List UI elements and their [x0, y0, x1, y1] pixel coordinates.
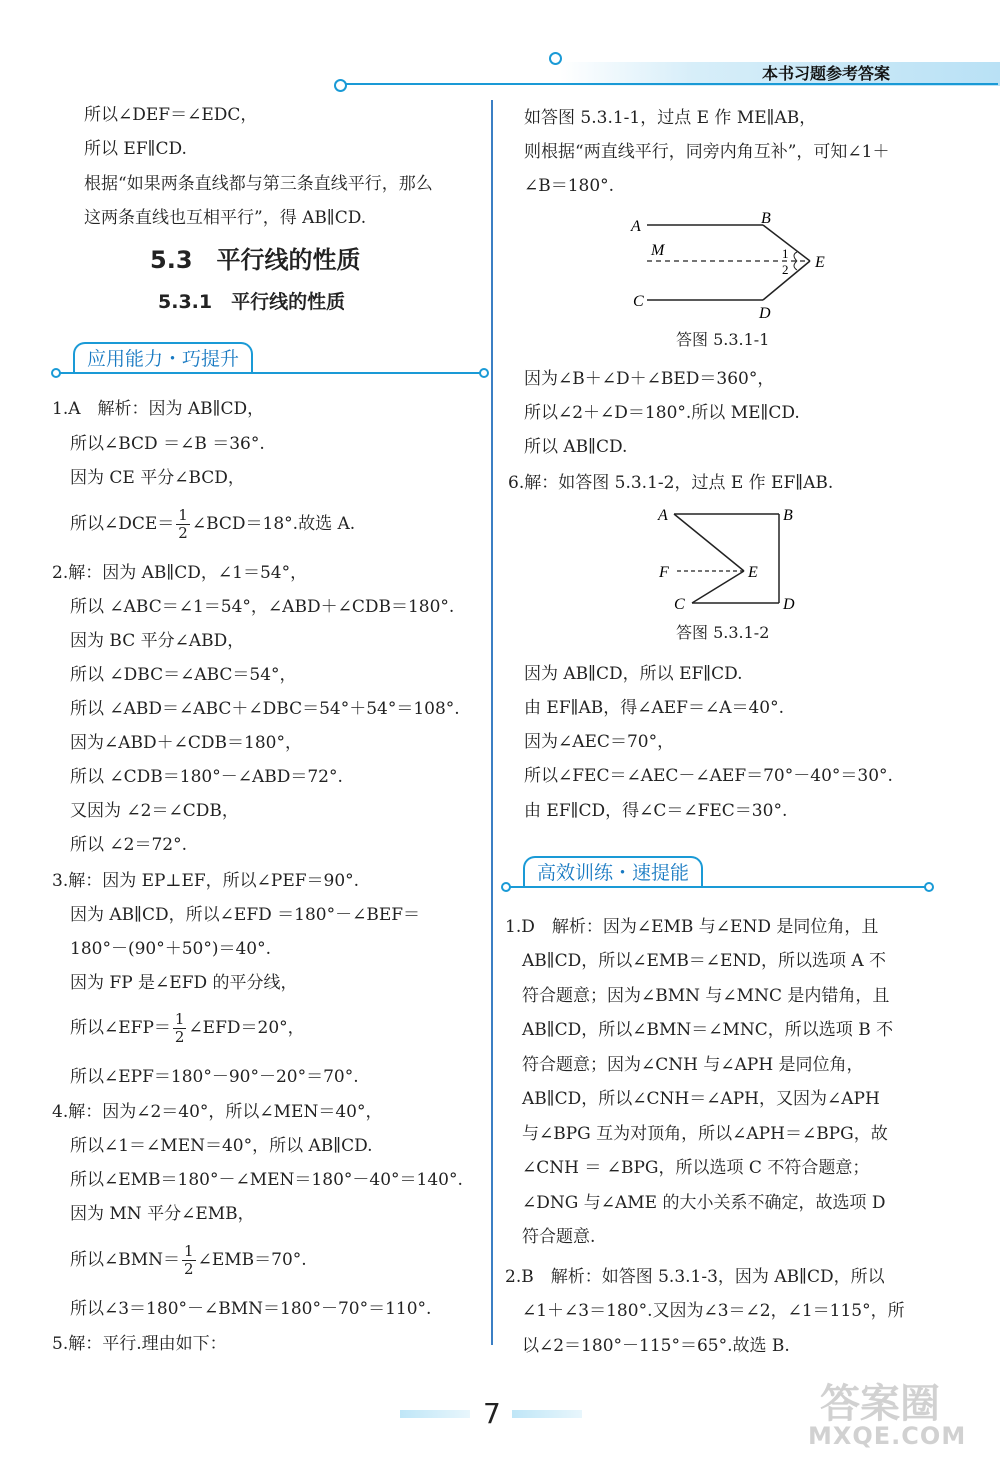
label-A: A: [631, 218, 641, 235]
figure-caption: 答图 5.3.1-2: [676, 623, 770, 642]
denominator: 2: [174, 1028, 185, 1046]
banner-dot: [501, 882, 511, 892]
label-1: 1: [782, 246, 789, 261]
text: 所以∠EFP＝: [70, 1018, 171, 1038]
q6-line: 6.解：如答图 5.3.1-2，过点 E 作 EF∥AB.: [508, 473, 834, 493]
p1-line: 1.D 解析：因为∠EMB 与∠END 是同位角，且: [505, 917, 879, 937]
text: 所以∠DCE＝: [70, 514, 175, 534]
q3-fraction-line: [70, 1008, 305, 1048]
q5-line: 则根据“两直线平行，同旁内角互补”，可知∠1＋: [524, 142, 890, 162]
footer-decoration: [512, 1410, 582, 1418]
q6-line: 所以∠FEC＝∠AEC－∠AEF＝70°－40°＝30°.: [524, 766, 893, 786]
q2-line: 又因为 ∠2＝∠CDB，: [70, 801, 239, 821]
banner-label: 高效训练・速提能: [523, 856, 703, 888]
q5-line: 5.解：平行.理由如下：: [52, 1334, 227, 1354]
q3-line: 180°－(90°＋50°)＝40°.: [70, 939, 272, 959]
header-dot: [334, 79, 347, 92]
page-number: 7: [483, 1397, 501, 1430]
p2-line: 2.B 解析：如答图 5.3.1-3，因为 AB∥CD，所以: [505, 1267, 885, 1287]
left-line: 所以∠DEF＝∠EDC，: [84, 105, 258, 125]
p1-line: AB∥CD，所以∠CNH＝∠APH，又因为∠APH: [522, 1089, 880, 1109]
p2-line: ∠1＋∠3＝180°.又因为∠3＝∠2，∠1＝115°，所: [522, 1301, 905, 1321]
q3-line: 因为 AB∥CD，所以∠EFD ＝180°－∠BEF＝: [70, 905, 421, 925]
label-B: B: [783, 507, 793, 524]
numerator: 1: [178, 506, 188, 524]
q2-line: 所以 ∠2＝72°.: [70, 835, 187, 855]
q5-line: 所以 AB∥CD.: [524, 437, 628, 457]
q6-line: 由 EF∥AB，得∠AEF＝∠A＝40°.: [524, 698, 785, 718]
q1-line: 因为 CE 平分∠BCD，: [70, 468, 245, 488]
q4-line: 所以∠EMB＝180°－∠MEN＝180°－40°＝140°.: [70, 1170, 463, 1190]
q6-line: 由 EF∥CD，得∠C＝∠FEC＝30°.: [524, 801, 788, 821]
banner-dot: [51, 368, 61, 378]
p2-line: 以∠2＝180°－115°＝65°.故选 B.: [522, 1336, 790, 1356]
denominator: 2: [178, 524, 188, 542]
numerator: 1: [174, 1010, 185, 1028]
footer-decoration: [400, 1410, 470, 1418]
figure-5-3-1-1: [625, 205, 840, 320]
label-B: B: [761, 210, 771, 227]
q4-line: 4.解：因为∠2＝40°，所以∠MEN＝40°，: [52, 1102, 383, 1122]
text: ∠BCD＝18°.故选 A.: [191, 514, 356, 534]
banner-dot: [924, 882, 934, 892]
q2-line: 因为∠ABD＋∠CDB＝180°，: [70, 733, 302, 753]
banner-rule: [505, 886, 930, 888]
section-title: 5.3 平行线的性质: [150, 246, 361, 274]
banner-label: 应用能力・巧提升: [73, 342, 253, 374]
q3-line: 3.解：因为 EP⊥EF，所以∠PEF＝90°.: [52, 871, 360, 891]
text: ∠EMB＝70°.: [197, 1250, 307, 1270]
label-2: 2: [782, 262, 789, 277]
label-E: E: [748, 564, 758, 581]
fraction: [176, 507, 190, 542]
q2-line: 所以 ∠CDB＝180°－∠ABD＝72°.: [70, 767, 343, 787]
label-E: E: [815, 254, 825, 271]
p1-line: 符合题意；因为∠CNH 与∠APH 是同位角，: [522, 1055, 864, 1075]
q5-line: ∠B＝180°.: [524, 176, 615, 196]
q1-line: 1.A 解析：因为 AB∥CD，: [52, 399, 265, 419]
text: ∠EFD＝20°，: [188, 1018, 305, 1038]
banner-apply: [55, 342, 485, 378]
q2-line: 所以 ∠DBC＝∠ABC＝54°，: [70, 665, 297, 685]
header-dot: [549, 52, 562, 65]
q2-line: 因为 BC 平分∠ABD，: [70, 631, 245, 651]
left-line: 这两条直线也互相平行”，得 AB∥CD.: [84, 208, 367, 228]
q3-line: 所以∠EPF＝180°－90°－20°＝70°.: [70, 1067, 359, 1087]
label-D: D: [759, 305, 771, 320]
q2-line: 所以 ∠ABD＝∠ABC＋∠DBC＝54°＋54°＝108°.: [70, 699, 460, 719]
p1-line: 与∠BPG 互为对顶角，所以∠APH＝∠BPG，故: [522, 1124, 888, 1144]
p1-line: 符合题意.: [522, 1227, 596, 1247]
label-C: C: [674, 596, 685, 613]
p1-line: AB∥CD，所以∠BMN＝∠MNC，所以选项 B 不: [522, 1020, 894, 1040]
figure-5-3-1-2: [652, 500, 812, 615]
watermark-logo: 答案圈: [820, 1381, 940, 1427]
p1-line: ∠DNG 与∠AME 的大小关系不确定，故选项 D: [522, 1193, 886, 1213]
q1-fraction-line: [70, 504, 355, 544]
q4-fraction-line: [70, 1240, 307, 1280]
q2-line: 2.解：因为 AB∥CD，∠1＝54°，: [52, 563, 308, 583]
p1-line: ∠CNH ＝ ∠BPG，所以选项 C 不符合题意；: [522, 1158, 870, 1178]
q6-line: 因为∠AEC＝70°，: [524, 732, 675, 752]
fraction: [182, 1243, 196, 1278]
column-divider: [491, 100, 493, 1345]
q5-line: 所以∠2＋∠D＝180°.所以 ME∥CD.: [524, 403, 800, 423]
p1-line: 符合题意；因为∠BMN 与∠MNC 是内错角，且: [522, 986, 890, 1006]
banner-training: [505, 856, 930, 892]
q3-line: 因为 FP 是∠EFD 的平分线，: [70, 973, 298, 993]
label-D: D: [783, 596, 795, 613]
banner-dot: [479, 368, 489, 378]
q5-line: 如答图 5.3.1-1，过点 E 作 ME∥AB，: [524, 108, 817, 128]
q4-line: 因为 MN 平分∠EMB，: [70, 1204, 255, 1224]
q4-line: 所以∠1＝∠MEN＝40°，所以 AB∥CD.: [70, 1136, 373, 1156]
numerator: 1: [184, 1242, 194, 1260]
p1-line: AB∥CD，所以∠EMB＝∠END，所以选项 A 不: [522, 951, 887, 971]
subsection-title: 5.3.1 平行线的性质: [158, 291, 346, 313]
label-M: M: [651, 242, 665, 259]
q4-line: 所以∠3＝180°－∠BMN＝180°－70°＝110°.: [70, 1299, 432, 1319]
q2-line: 所以 ∠ABC＝∠1＝54°，∠ABD＋∠CDB＝180°.: [70, 597, 455, 617]
figure-caption: 答图 5.3.1-1: [676, 330, 770, 349]
banner-rule: [55, 372, 485, 374]
label-F: F: [659, 564, 669, 581]
denominator: 2: [184, 1260, 194, 1278]
q5-line: 因为∠B＋∠D＋∠BED＝360°，: [524, 369, 775, 389]
q1-line: 所以∠BCD ＝∠B ＝36°.: [70, 434, 265, 454]
label-C: C: [633, 293, 644, 310]
left-line: 根据“如果两条直线都与第三条直线平行，那么: [84, 174, 433, 194]
label-A: A: [658, 507, 668, 524]
header-rule: [340, 83, 998, 85]
header-label: 本书习题参考答案: [762, 64, 891, 83]
fraction: [173, 1011, 187, 1046]
q6-line: 因为 AB∥CD，所以 EF∥CD.: [524, 664, 743, 684]
left-line: 所以 EF∥CD.: [84, 139, 187, 159]
watermark-url: MXQE.COM: [808, 1422, 967, 1450]
text: 所以∠BMN＝: [70, 1250, 181, 1270]
